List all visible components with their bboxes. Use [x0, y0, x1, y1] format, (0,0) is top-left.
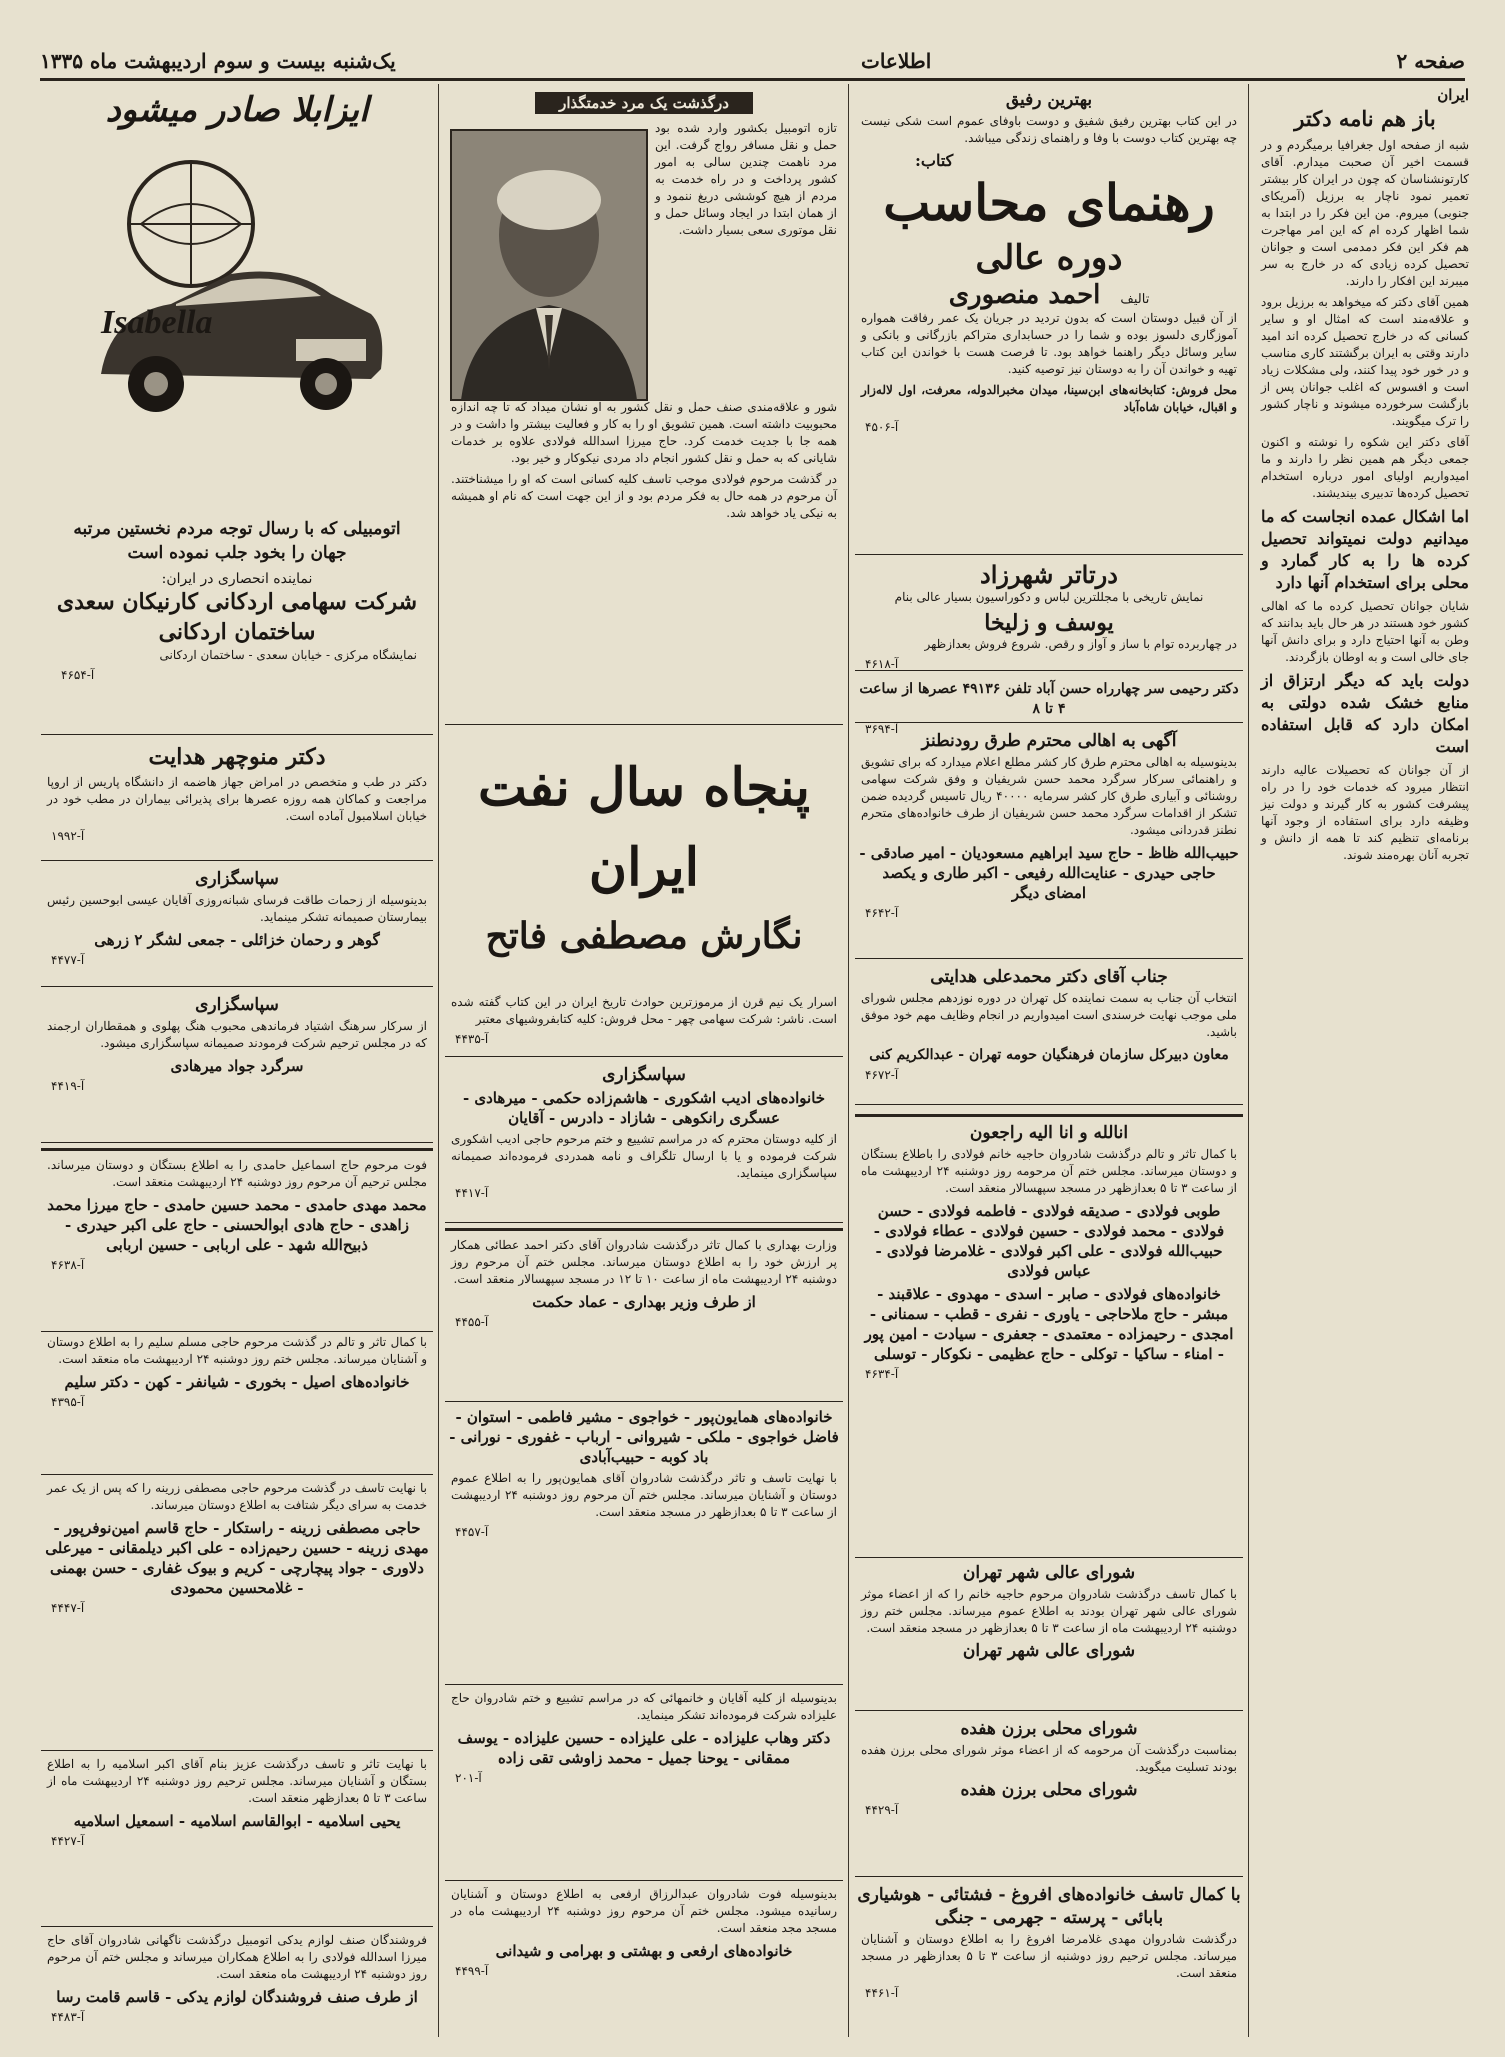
ad-text: با کمال تاسف درگذشت شادروان مرحوم حاجیه خانم را که از اعضاء موثر شورای عالی شهر تهران بودند به اطلاع عموم میرساند. مجلس ختم روز دوشنبه ۲۴ اردیبهشت ماه از ساعت ۳ تا ۵ بعدازظهر در مسجد منعقد است. — [861, 1587, 1237, 1635]
ad-sign: سرگرد جواد میرهادی — [170, 1057, 304, 1075]
ad-title: جناب آقای دکتر محمدعلی هدایتی — [930, 967, 1168, 987]
ad-names: بابائی - پرسته - جهرمی - جنگی — [934, 1908, 1164, 1928]
ads-column-2 — [855, 84, 1243, 2037]
article-highlight: اما اشکال عمده انجاست که ما میدانیم دولت نمیتواند تحصیل کرده ها را به کار گمارد و محلی برای استخدام آنها دارد — [1261, 507, 1469, 592]
ad-code: آ-۳۶۹۴ — [865, 722, 899, 736]
ad-title: دکتر رحیمی سر چهارراه حسن آباد تلفن ۴۹۱۳۶ عصرها از ساعت ۴ تا ۸ — [859, 681, 1239, 717]
ad-names: یحیی اسلامیه - ابوالقاسم اسلامیه - اسمعیل اسلامیه — [73, 1812, 401, 1830]
ad-text: محل فروش: کتابخانه‌های ابن‌سینا، میدان مخبرالدوله، معرفت، اول لاله‌زار و اقبال، خیابان شاه‌آباد — [861, 383, 1237, 414]
ad-text: نمایش تاریخی با مجللترین لباس و دکوراسیون بسیار عالی بنام — [894, 590, 1204, 604]
ad-code: آ-۴۴۳۵ — [455, 1032, 489, 1046]
obituary-ad — [41, 1148, 433, 1332]
ad-sign: شورای محلی برزن هفده — [960, 1780, 1138, 1800]
page-number: صفحه ۲ — [1396, 49, 1465, 73]
book-title: رهنمای محاسب — [883, 173, 1215, 232]
ad-names: خانواده‌های ارفعی و بهشتی و بهرامی و شیدانی — [495, 1942, 793, 1960]
ad-title: سپاسگزاری — [195, 869, 279, 889]
ad-names: خانواده‌های فولادی - صابر - اسدی - مهدوی - علاقبند - مبشر - حاج ملاحاجی - یاوری - نفری - قطب - سمنانی - امجدی - رحیمزاده - معتمدی - جعفری - سیادت - امین پور - امناء - ساکیا - توکلی - حاج عظیمی - نکوکار - توسلی — [864, 1285, 1234, 1363]
obituary-ad — [41, 1932, 433, 2042]
thanks-ad — [41, 866, 433, 987]
ad-code: آ-۴۴۱۹ — [51, 1079, 85, 1093]
congrats-ad — [855, 964, 1243, 1105]
ad-text: بدینوسیله به اهالی محترم طرق کار کشر مطلع اعلام میدارد که برای تشویق و راهنمائی سرکار سرگرد محمد حسن شریفیان و وفق شرکت سهامی روشنائی و آبیاری طرق کار کشر سرمایه ۴۰۰۰۰ ریال تاسیس گردیده ضمن تشکر از اقدامات سرگرد محمد حسن شریفیان از طرف خانواده‌های متحرم نطنز قدردانی میشود. — [861, 755, 1237, 837]
section-label: ایران — [1437, 86, 1469, 104]
author-line — [855, 280, 1243, 310]
ad-code: آ-۴۴۸۳ — [51, 2010, 85, 2024]
ad-names: خانواده‌های اصیل - بخوری - شیانفر - کهن - دکتر سلیم — [64, 1373, 410, 1391]
ad-title: آگهی به اهالی محترم طرق رودنطنز — [921, 731, 1177, 751]
issue-date: یک‌شنبه بیست و سوم اردیبهشت ماه ۱۳۳۵ — [40, 49, 396, 73]
ad-text: با نهایت تاسف و تاثر درگذشت شادروان آقای همایون‌پور را به اطلاع عموم دوستان و آشنایان میرساند. مجلس ختم آن مرحوم روز دوشنبه ۲۴ اردیبهشت از ساعت ۳ تا ۵ بعدازظهر در مسجد منعقد است. — [451, 1471, 837, 1519]
ad-title: شورای محلی برزن هفده — [960, 1719, 1138, 1739]
page-header — [40, 46, 1465, 76]
feature-text: در گذشت مرحوم فولادی موجب تاسف کلیه کسانی است که او را میشناختند. آن مرحوم در همه حال به فکر مردم بود و از این جهت است که نام او همیشه به نیکی یاد خواهد شد. — [451, 472, 837, 520]
ad-names: محمد مهدی حامدی - محمد حسین حامدی - حاج میرزا محمد زاهدی - حاج هادی ابوالحسنی - حاج علی اکبر حیدری - ذبیح‌الله شهد - علی اربابی - حسین اربابی — [47, 1196, 427, 1254]
ad-code: آ-۴۴۶۱ — [865, 1986, 899, 2000]
ad-text: با نهایت تاثر و تاسف درگذشت عزیز بنام آقای اکبر اسلامیه را به اطلاع بستگان و آشنایان میرساند. مجلس ترحیم روز دوشنبه ۲۴ اردیبهشت ماه از ساعت ۳ تا ۵ بعدازظهر منعقد است. — [47, 1757, 427, 1805]
ad-code: آ-۴۶۱۸ — [865, 657, 899, 671]
ads-column-3 — [445, 84, 843, 2037]
obituary-ad — [445, 1404, 843, 1685]
car-ad — [41, 84, 433, 735]
feature-text: تازه اتومبیل بکشور وارد شده بود حمل و نقل مسافر رواج گرفت. این مرد ناهمت چندین سالی به امور کشور پرداخت و در راه خدمت به مردم از هیچ کوششی دریغ ننمود و از همان ابتدا در ایجاد وسائل حمل و نقل موتوری سعی بسیار داشت. — [655, 121, 837, 237]
ad-code: آ-۴۴۴۷ — [51, 1601, 85, 1615]
thanks-ad — [41, 992, 433, 1143]
ad-code: آ-۴۴۹۹ — [455, 1964, 489, 1978]
ad-title: دکتر منوچهر هدایت — [148, 744, 326, 770]
ad-text: بدینوسیله فوت شادروان عبدالرزاق ارفعی به اطلاع دوستان و آشنایان رسانیده میشود. مجلس ختم آن مرحوم روز دوشنبه ۲۴ اردیبهشت ماه در مسجد مجد منعقد است. — [451, 1887, 837, 1935]
ad-names: خانواده‌های ادیب اشکوری - هاشم‌زاده حکمی - میرهادی - عسگری رانکوهی - شازاد - دادرس - آقایان — [462, 1089, 826, 1127]
agency-label: نماینده انحصاری در ایران: — [161, 571, 313, 587]
header-rule — [40, 78, 1465, 81]
ad-text: فوت مرحوم حاج اسماعیل حامدی را به اطلاع بستگان و دوستان میرساند. مجلس ترحیم آن مرحوم روز دوشنبه ۲۴ اردیبهشت منعقد است. — [47, 1158, 427, 1189]
book-title: پنجاه سال نفت ایران — [477, 757, 811, 898]
book-ad — [445, 730, 843, 1057]
play-title: یوسف و زلیخا — [984, 610, 1114, 636]
ad-code: آ-۴۴۲۹ — [865, 1803, 899, 1817]
obituary-ad — [41, 1480, 433, 1751]
ad-code: آ-۴۴۵۵ — [455, 1315, 489, 1329]
ad-names: دکتر وهاب علیزاده - علی علیزاده - حسین علیزاده - یوسف ممقانی - یوحنا جمیل - محمد زاوشی تقی زاده — [457, 1729, 831, 1767]
article-paragraph: شایان جوانان تحصیل کرده ما که اهالی کشور خود هستند در هر حال باید بدانند که وطن به آنها احتیاج دارد و برای دانش آنها جای خالی است و به اوطان بازگردند. — [1261, 599, 1469, 664]
council-ad — [855, 1560, 1243, 1711]
ad-text: در چهاربرده توام با ساز و آواز و رقص. شروع فروش بعدازظهر — [924, 637, 1237, 651]
doctor-ad — [855, 676, 1243, 736]
ad-code: آ-۴۴۷۷ — [51, 953, 85, 967]
obituary-ad — [445, 1886, 843, 2036]
council-ad — [855, 1716, 1243, 1877]
ad-text: با نهایت تاسف در گذشت مرحوم حاجی مصطفی زرینه را که پس از یک عمر خدمت به سرای دیگر شتافت به اطلاع دوستان میرساند. — [47, 1481, 427, 1512]
car-icon — [81, 144, 391, 444]
column-rule — [1248, 84, 1249, 2037]
ad-text: از آن قبیل دوستان است که بدون تردید در جریان یک عمر رفاقت همواره آموزگاری دلسوز بوده و شما را در حسابداری متراکم بازرگانی و بانکی و سایر وسائل دیگر راهنما خواهد بود. تا فرصت هست با خواندن این کتاب تهیه و خواندن آن را به دوستان نیز توصیه کنید. — [861, 311, 1238, 376]
ad-text: اتومبیلی که با رسال توجه مردم نخستین مرتبه جهان را بخود جلب نموده است — [73, 519, 401, 563]
ad-text: بدینوسیله از زحمات طاقت فرسای شبانه‌روزی آقایان عیسی ابوحسین رئیس بیمارستان صمیمانه تشکر مینماید. — [47, 893, 427, 924]
ad-title: انالله و انا الیه راجعون — [969, 1123, 1129, 1143]
article-title: باز هم نامه دکتر — [1294, 106, 1436, 131]
ad-text: فروشندگان صنف لوازم یدکی اتومبیل درگذشت ناگهانی شادروان آقای حاج میرزا اسدالله فولادی را به اطلاع همکاران میرساند و مجلس ختم آن مرحوم روز دوشنبه ۲۴ اردیبهشت ماه منعقد است. — [47, 1933, 427, 1981]
thanks-ad — [445, 1690, 843, 1881]
ad-names: حاجی مصطفی زرینه - راستکار - حاج قاسم امین‌نوفرپور - مهدی زرینه - حسین رحیم‌زاده - علی اکبر دیلمقانی - میرعلی دلاوری - جواد پیچارچی - کریم و بیوک غفاری - حسن بهمنی - غلامحسین محمودی — [45, 1519, 429, 1597]
article-paragraph: شبه از صفحه اول جغرافیا برمیگردم و در قسمت اخیر آن صحبت میدارم. آقای کارتونشناسان که چون در ایران کار بیشتر تعمیر نمود ناچار به برزیل (آمریکای جنوبی) میروم. من این فکر را در ابتدا به شما اظهار کرده ام که این امر مهاجرت هم فکر این فکر دمدمی است و جوانان تحصیل کرده زیادی که در خارج به سر میبرند این افکار را دارند. — [1261, 138, 1469, 288]
obituary-feature — [445, 84, 843, 725]
doctor-ad — [41, 740, 433, 861]
article-paragraph: از آن جوانان که تحصیلات عالیه دارند انتظار میرود که خدمات خود را در راه پیشرفت کشور به کار گیرند و دولت نیز وظیفه دارد برای استفاده از وجود آنها برنامه‌ای تنظیم کند تا همه از دانش و تجربه آنان بهره‌مند شوند. — [1261, 763, 1469, 862]
ad-sign: شورای عالی شهر تهران — [962, 1641, 1136, 1661]
ad-code: آ-۴۴۵۷ — [455, 1525, 489, 1539]
ad-sign: معاون دبیرکل سازمان فرهنگیان حومه تهران - عبدالکریم کنی — [869, 1047, 1229, 1063]
obituary-ad — [41, 1334, 433, 1475]
ad-text: از کلیه دوستان محترم که در مراسم تشییع و ختم مرحوم حاجی ادیب اشکوری شرکت فرموده و یا با ارسال تلگراف و نامه همدردی فرموده‌اند صمیمانه سپاسگزاری مینماید. — [451, 1132, 837, 1180]
ad-text: نمایشگاه مرکزی - خیابان سعدی - ساختمان اردکانی — [159, 648, 417, 662]
ad-title: درتاتر شهرزاد — [980, 560, 1118, 589]
ad-code: آ-۴۳۹۵ — [51, 1395, 85, 1409]
column-rule — [848, 84, 849, 2037]
ad-code: آ-۴۴۲۷ — [51, 1834, 85, 1848]
column-rule — [438, 84, 439, 2037]
paper-name: اطلاعات — [860, 49, 932, 73]
article-paragraph: آقای دکتر این شکوه را نوشته و اکنون جمعی دیگر هم همین نظر را دارند و ما امیدواریم اولیای امور درباره استخدام تحصیل کرده‌ها تدبیری بیندیشند. — [1261, 435, 1469, 500]
ad-code: آ-۴۵۰۶ — [865, 420, 899, 434]
feature-title: درگذشت یک مرد خدمتگذار — [535, 92, 753, 114]
car-illustration — [81, 144, 391, 444]
ad-text: از سرکار سرهنگ اشتیاد فرماندهی محبوب هنگ پهلوی و همقطاران ارجمند که در مجلس ترحیم شرکت فرمودند صمیمانه سپاسگزاری میشود. — [47, 1019, 427, 1050]
ad-text: وزارت بهداری با کمال تاثر درگذشت شادروان آقای دکتر احمد عطائی همکار پر ارزش خود را به اطلاع دوستان میرساند. مجلس ختم آن مرحوم روز دوشنبه ۲۴ اردیبهشت ماه از ساعت ۱۰ تا ۱۲ در مسجد سپهسالار منعقد است. — [451, 1238, 837, 1286]
book-author: نگارش مصطفی فاتح — [485, 915, 803, 957]
ad-code: آ-۴۶۷۲ — [865, 1068, 899, 1082]
ad-label: کتاب: — [915, 151, 954, 170]
feature-text: شور و علاقه‌مندی صنف حمل و نقل کشور به او نشان میداد که تا چه اندازه محبوبیت داشته است. همین تشویق او را به کار و فعالیت بیشتر وا داشت و در همه جا با جدیت خدمت کرد. حاج میرزا اسدالله فولادی علاوه بر خدمات شایانی که به حمل و نقل کشور انجام داد مردی نیکوکار و خیر بود. — [451, 400, 837, 465]
ad-code: آ-۴۶۵۴ — [61, 668, 95, 682]
ad-names: گوهر و رحمان خزائلی - جمعی لشگر ۲ زرهی — [94, 931, 380, 949]
obituary-ad — [41, 1756, 433, 1927]
ad-text: اسرار یک نیم قرن از مرموزترین حوادث تاریخ ایران در این کتاب گفته شده است. ناشر: شرکت سهامی چهر - محل فروش: کلیه کتابفروشیهای معتبر — [451, 995, 837, 1026]
ad-text: در این کتاب بهترین رفیق شفیق و دوست باوفای عموم است شکی نیست چه بهترین کتاب دوست با وفا و راهنمای زندگی میباشد. — [861, 114, 1237, 145]
ads-column-4 — [41, 84, 433, 2037]
portrait-photo-icon — [451, 130, 647, 400]
ad-names: طوبی فولادی - صدیقه فولادی - فاطمه فولادی - حسن فولادی - محمد فولادی - حسین فولادی - عطاء فولادی - حبیب‌الله فولادی - علی اکبر فولادی - غلامرضا فولادی - عباس فولادی — [873, 1202, 1225, 1280]
portrait-photo — [451, 130, 647, 400]
ad-names: حبیب‌الله ظاظ - حاج سید ابراهیم مسعودیان - امیر صادقی - حاجی حیدری - عنایت‌الله رفیعی - اکبر طاری و یکصد امضای دیگر — [859, 844, 1239, 902]
obituary-ad — [855, 1882, 1243, 2037]
obituary-ad — [855, 1114, 1243, 1558]
ad-code: آ-۴۶۳۴ — [865, 1367, 899, 1381]
ad-text: بدینوسیله از کلیه آقایان و خانمهائی که در مراسم تشییع و ختم شادروان حاج علیزاده شرکت فرموده‌اند تشکر مینماید. — [451, 1691, 837, 1722]
article-highlight: دولت باید که دیگر ارتزاق از منابع خشک شده دولتی به امکان دارد که قابل استفاده است — [1261, 671, 1469, 756]
ad-title: با کمال تاسف خانواده‌های افروغ - فشتائی - هوشیاری — [857, 1885, 1241, 1905]
ad-code: آ-۲۰۱ — [455, 1771, 482, 1785]
ad-text: بمناسبت درگذشت آن مرحومه که از اعضاء موثر شورای محلی برزن هفده بودند تسلیت میگوید. — [861, 1743, 1237, 1774]
car-brand: Isabella — [101, 304, 213, 341]
ad-title: شورای عالی شهر تهران — [962, 1563, 1136, 1583]
author-name: احمد منصوری — [948, 280, 1101, 310]
ad-names: خانواده‌های همایون‌پور - خواجوی - مشیر فاطمی - استوان - فاضل خواجوی - ملکی - شیروانی - ارباب - غفوری - نورانی - باد کوبه - حبیب‌آبادی — [449, 1408, 839, 1466]
ad-text: با کمال تاثر و تالم درگذشت شادروان حاجیه خانم فولادی را باطلاع بستگان و دوستان میرساند. مجلس ختم آن مرحومه روز دوشنبه ۲۴ اردیبهشت ماه از ساعت ۳ تا ۵ بعدازظهر در مسجد سپهسالار منعقد است. — [861, 1147, 1238, 1195]
ad-sign: از طرف وزیر بهداری - عماد حکمت — [532, 1293, 756, 1311]
car-headline: ایزابلا صادر میشود — [105, 90, 369, 130]
ad-text: درگذشت شادروان مهدی غلامرضا افروغ را به اطلاع دوستان و آشنایان میرساند. مجلس ترحیم روز دوشنبه از ساعت ۳ تا ۵ بعدازظهر در مسجد منعقد است. — [861, 1932, 1237, 1980]
agency-name: شرکت سهامی اردکانی کارنیکان سعدی ساختمان اردکانی — [56, 589, 418, 645]
author-label: تالیف — [1120, 292, 1150, 307]
editorial-column — [1255, 84, 1475, 2037]
book-subtitle: دوره عالی — [975, 238, 1123, 278]
ad-title: سپاسگزاری — [602, 1065, 686, 1085]
ad-code: آ-۴۶۴۲ — [865, 906, 899, 920]
article-paragraph: همین آقای دکتر که میخواهد به برزیل برود و علاقه‌مند است که امثال او و سایر کسانی که در خارج تحصیل کرده اند امید دارند وقتی به ایران برگشتند کاری مناسب و در خور خود پیدا کنند، ولی مشکلات زیاد است و افسوس که اغلب جوانان پس از بازگشت سرخورده میشوند و ناچار کشور را ترک میگویند. — [1261, 295, 1469, 428]
thanks-ad — [445, 1062, 843, 1223]
ad-sign: از طرف صنف فروشندگان لوازم یدکی - قاسم قامت رسا — [56, 1988, 418, 2006]
book-ad — [855, 84, 1243, 555]
ad-title: سپاسگزاری — [195, 995, 279, 1015]
theater-ad — [855, 560, 1243, 671]
ministry-ad — [445, 1228, 843, 1402]
ad-title: بهترین رفیق — [1005, 90, 1093, 110]
ad-code: آ-۴۶۳۸ — [51, 1258, 85, 1272]
notice-ad — [855, 728, 1243, 959]
ad-text: انتخاب آن جناب به سمت نماینده کل تهران در دوره نوزدهم مجلس شورای ملی موجب نهایت خرسندی است امیدواریم در انجام وظایف مهم خود موفق باشید. — [861, 991, 1237, 1039]
ad-code: آ-۱۹۹۲ — [51, 829, 85, 843]
ad-text: دکتر در طب و متخصص در امراض جهاز هاضمه از دانشگاه پاریس از اروپا مراجعت و کماکان همه روزه عصرها برای پذیرائی بیماران در مطب خود در خیابان اسلامبول آماده است. — [47, 775, 427, 823]
ad-code: آ-۴۴۱۷ — [455, 1186, 489, 1200]
ad-text: با کمال تاثر و تالم در گذشت مرحوم حاجی مسلم سلیم را به اطلاع دوستان و آشنایان میرساند. مجلس ختم روز دوشنبه ۲۴ اردیبهشت ماه منعقد است. — [47, 1335, 427, 1366]
